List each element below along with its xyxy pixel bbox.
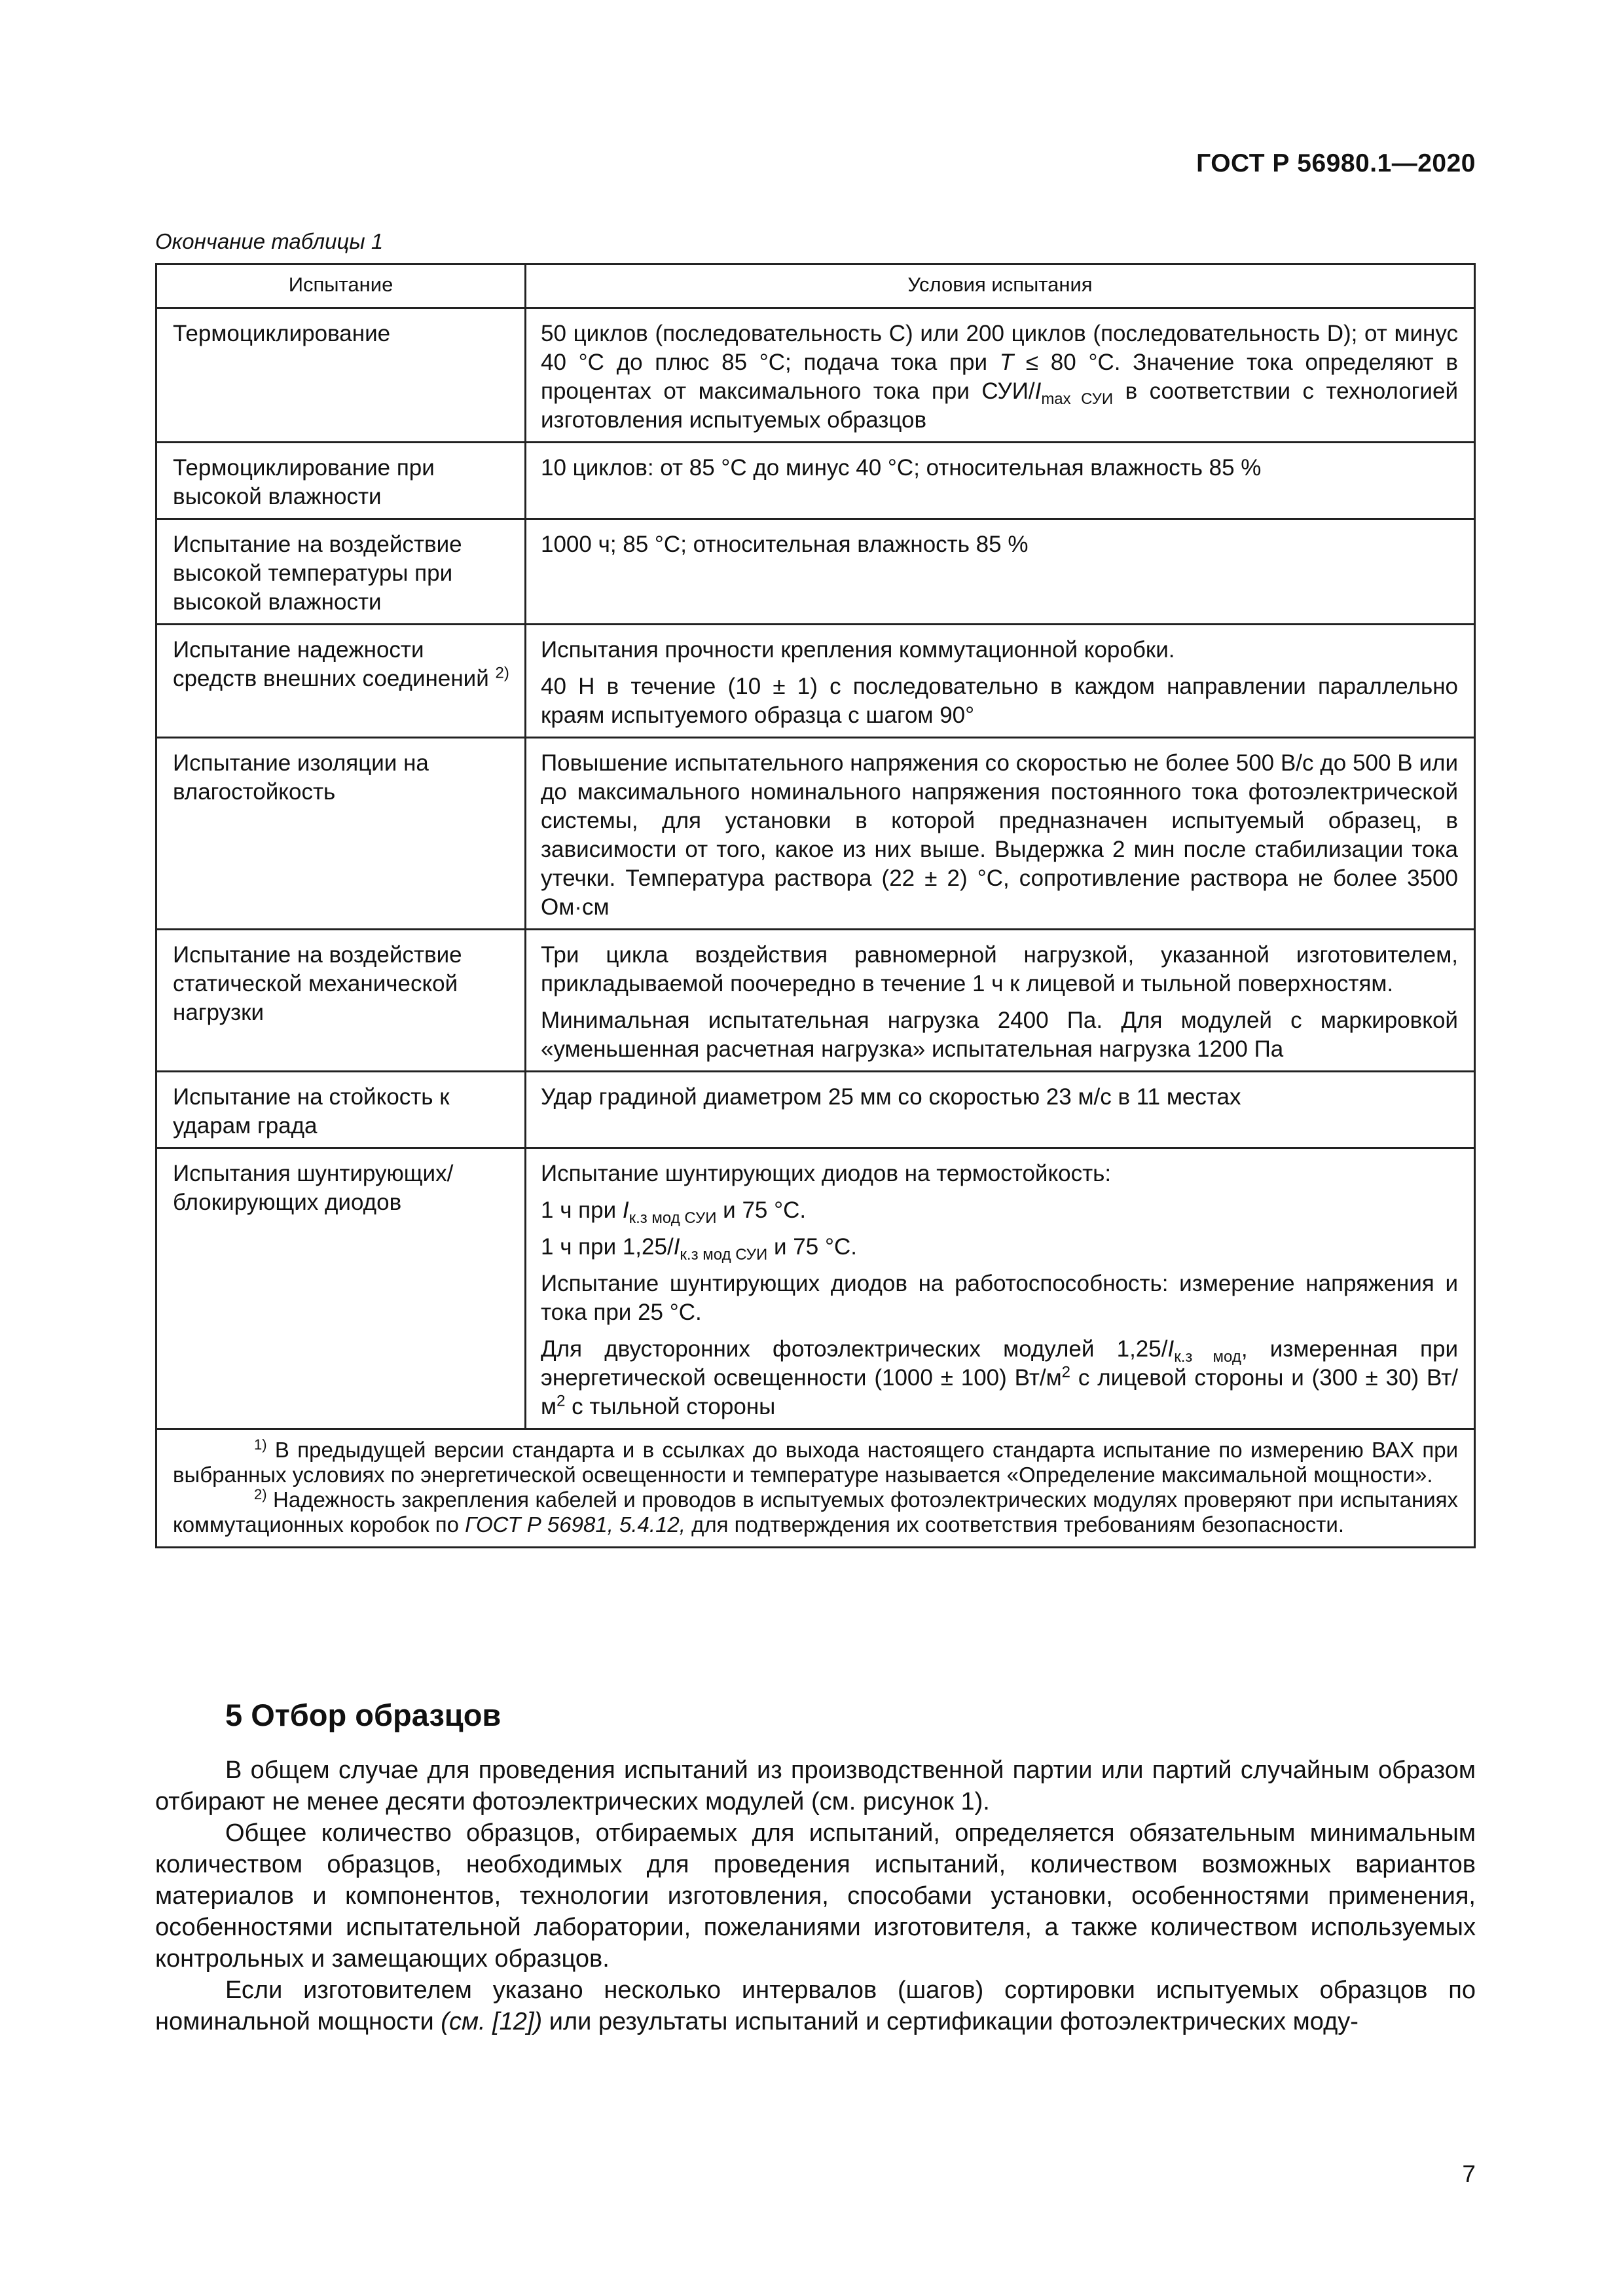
test-conditions-cell (526, 625, 1475, 738)
test-conditions-cell (526, 1148, 1475, 1429)
test-conditions-cell (526, 443, 1475, 519)
paragraph: Если изготовителем указано несколько интервалов (шагов) сортировки испытуемых образцов по номинальной мощности (см. [12]) или результаты испытаний и сертификации фотоэлектрических моду- (155, 1977, 1476, 2035)
test-conditions-cell (526, 308, 1475, 443)
table-caption: Окончание таблицы 1 (155, 229, 384, 253)
test-conditions-cell (526, 738, 1475, 930)
table-row (156, 519, 1475, 625)
table-row (156, 443, 1475, 519)
test-name-cell: Испытание на воздействие высокой температуры при высокой влажности (156, 519, 526, 625)
condition-text: 1 ч при $1,25/I_{к.з мод СУИ}$ и 75 °С. (541, 1234, 857, 1264)
test-name-cell: Испытание изоляции на влагостойкость (156, 738, 526, 930)
page-number: 7 (1462, 2160, 1476, 2187)
test-name-cell: Испытание на стойкость к ударам града (156, 1072, 526, 1148)
condition-text: 1 ч при $I_{к.з мод СУИ}$ и 75 °С. (541, 1197, 807, 1227)
condition-text: Минимальная испытательная нагрузка 2400 Па. Для модулей с маркировкой «уменьшенная расчетная нагрузка» испытательная нагрузка 1200 Па (541, 1008, 1458, 1062)
condition-text: 1000 ч; 85 °С; относительная влажность 85 % (541, 532, 1029, 557)
footnotes-row (156, 1429, 1475, 1548)
paragraph: Общее количество образцов, отбираемых для испытаний, определяется обязательным минимальным количеством образцов, необходимых для проведения испытаний, количеством возможных вариантов материалов и компонентов, технологии изготовления, способами установки, особенностями применения, особенностями испытательной лаборатории, пожеланиями изготовителя, а также количеством используемых контрольных и замещающих образцов. (155, 1819, 1476, 1973)
paragraph: В общем случае для проведения испытаний из производственной партии или партий случайным образом отбирают не менее десяти фотоэлектрических модулей (см. рисунок 1). (155, 1757, 1476, 1815)
section-body (155, 1755, 1476, 2037)
test-name-cell: Термоциклирование (156, 308, 526, 443)
test-conditions-cell (526, 930, 1475, 1072)
test-conditions-table (155, 263, 1476, 1548)
condition-text: 40 Н в течение (10 ± 1) с последовательно в каждом направлении параллельно краям испытуемого образца с шагом 90° (541, 674, 1458, 728)
condition-text: Испытания прочности крепления коммутационной коробки. (541, 637, 1175, 663)
column-header-conditions: Условия испытания (526, 264, 1475, 308)
test-conditions-cell (526, 519, 1475, 625)
table-row (156, 1072, 1475, 1148)
table-footnotes (156, 1429, 1475, 1548)
condition-text: 10 циклов: от 85 °С до минус 40 °С; относительная влажность 85 % (541, 455, 1262, 481)
condition-text: Повышение испытательного напряжения со скоростью не более 500 В/с до 500 В или до максимального номинального напряжения постоянного тока фотоэлектрической системы, для установки в которой предназначен испытуемый образец, в зависимости от того, какое из них выше. Выдержка 2 мин после стабилизации тока утечки. Температура раствора (22 ± 2) °С, сопротивление раствора не более 3500 Ом·см (541, 750, 1458, 920)
table-header-row (156, 264, 1475, 308)
condition-text: Удар градиной диаметром 25 мм со скоростью 23 м/с в 11 местах (541, 1084, 1241, 1110)
test-name-cell: Термоциклирование при высокой влажности (156, 443, 526, 519)
table-row (156, 308, 1475, 443)
condition-text: Испытание шунтирующих диодов на термостойкость: (541, 1161, 1112, 1186)
table-row (156, 1148, 1475, 1429)
footnote: $^{1)}$ В предыдущей версии стандарта и в ссылках до выхода настоящего стандарта испытание по измерению ВАХ при выбранных условиях по энергетической освещенности и температуре называется «Определение максимальной мощности». (173, 1436, 1458, 1487)
test-name-cell: Испытание надежности средств внешних соединений $^{2)}$ (156, 625, 526, 738)
document-header: ГОСТ Р 56980.1—2020 (1196, 149, 1476, 177)
column-header-test: Испытание (156, 264, 526, 308)
test-name-cell: Испытания шунтирующих/блокирующих диодов (156, 1148, 526, 1429)
condition-text: Для двусторонних фотоэлектрических модулей $1,25/I_{к.з мод}$, измеренная при энергетической освещенности (1000 ± 100) $Вт/м^2$ с лицевой стороны и (300 ± 30) $Вт/м^2$ с тыльной стороны (541, 1336, 1459, 1419)
table-row (156, 930, 1475, 1072)
table-row (156, 738, 1475, 930)
test-name-cell: Испытание на воздействие статической механической нагрузки (156, 930, 526, 1072)
condition-text: 50 циклов (последовательность С) или 200 циклов (последовательность D); от минус 40 °С до плюс 85 °С; подача тока при T ≤ 80 °С. Значение тока определяют в процентах от максимального тока при СУИ/$I_{max СУИ}$ в соответствии с технологией изготовления испытуемых образцов (541, 321, 1458, 433)
table-row (156, 625, 1475, 738)
condition-text: Испытание шунтирующих диодов на работоспособность: измерение напряжения и тока при 25 °С. (541, 1271, 1458, 1325)
section-title: 5 Отбор образцов (225, 1698, 501, 1732)
test-conditions-cell (526, 1072, 1475, 1148)
condition-text: Три цикла воздействия равномерной нагрузкой, указанной изготовителем, прикладываемой поочередно в течение 1 ч к лицевой и тыльной поверхностям. (541, 942, 1458, 996)
footnote: $^{2)}$ Надежность закрепления кабелей и проводов в испытуемых фотоэлектрических модулях проверяют при испытаниях коммутационных коробок по ГОСТ Р 56981, 5.4.12, для подтверждения их соответствия требованиям безопасности. (173, 1486, 1458, 1537)
